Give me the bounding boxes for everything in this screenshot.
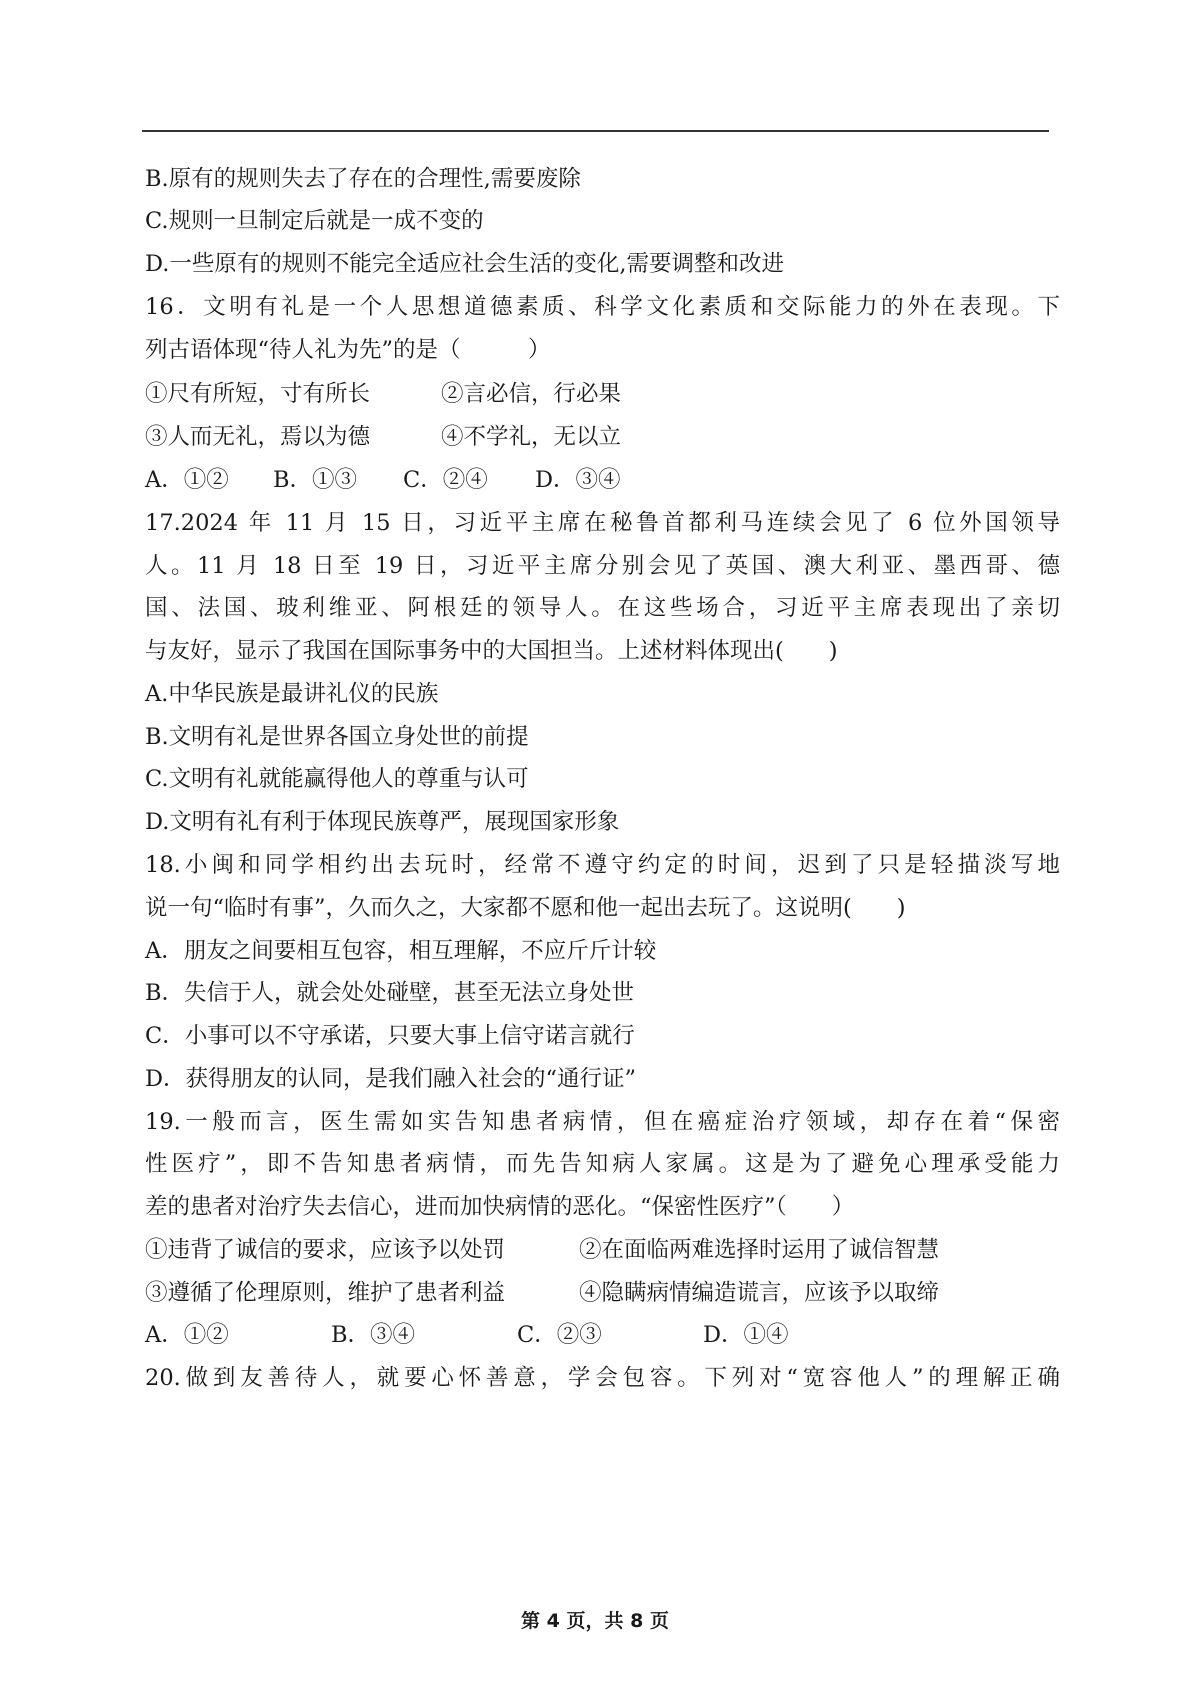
q17-stem-line-1: 17.2024 年 11 月 15 日，习近平主席在秘鲁首都利马连续会见了 6 位外国领导 — [145, 510, 1060, 536]
q16-item-1: ①尺有所短，寸有所长 — [145, 381, 371, 407]
q19-item-3: ③遵循了伦理原则，维护了患者利益 — [145, 1280, 506, 1306]
q17-stem-line-4: 与友好，显示了我国在国际事务中的大国担当。上述材料体现出( ) — [145, 638, 838, 664]
q16-item-4: ④不学礼，无以立 — [441, 424, 622, 450]
page-footer: 第 4 页，共 8 页 — [521, 1610, 669, 1632]
q16-choice-d: D．③④ — [535, 467, 621, 493]
q17-option-c: C.文明有礼就能赢得他人的尊重与认可 — [145, 766, 529, 792]
q17-option-b: B.文明有礼是世界各国立身处世的前提 — [145, 724, 529, 750]
header-rule — [142, 130, 1049, 132]
q19-choice-a: A．①② — [145, 1322, 229, 1348]
q16-choice-c: C．②④ — [403, 467, 488, 493]
q16-item-2: ②言必信，行必果 — [441, 381, 622, 407]
q19-choice-b: B．③④ — [331, 1322, 416, 1348]
q17-option-a: A.中华民族是最讲礼仪的民族 — [145, 681, 439, 707]
q18-option-a: A．朋友之间要相互包容，相互理解，不应斤斤计较 — [145, 938, 657, 964]
q16-choice-a: A．①② — [145, 467, 229, 493]
q18-option-d: D．获得朋友的认同，是我们融入社会的“通行证” — [145, 1066, 637, 1092]
q17-stem-line-2: 人。11 月 18 日至 19 日，习近平主席分别会见了英国、澳大利亚、墨西哥、德 — [145, 553, 1060, 579]
q15-option-c: C.规则一旦制定后就是一成不变的 — [145, 208, 484, 234]
q17-stem-line-3: 国、法国、玻利维亚、阿根廷的领导人。在这些场合，习近平主席表现出了亲切 — [145, 595, 1060, 621]
q15-option-d: D.一些原有的规则不能完全适应社会生活的变化,需要调整和改进 — [145, 251, 785, 277]
q19-stem-line-2: 性医疗”，即不告知患者病情，而先告知病人家属。这是为了避免心理承受能力 — [145, 1151, 1060, 1177]
q19-choice-c: C．②③ — [517, 1322, 602, 1348]
q19-stem-line-3: 差的患者对治疗失去信心，进而加快病情的恶化。“保密性医疗”（ ） — [145, 1194, 855, 1220]
q16-choice-b: B．①③ — [273, 467, 358, 493]
q18-option-b: B．失信于人，就会处处碰壁，甚至无法立身处世 — [145, 980, 635, 1006]
q17-option-d: D.文明有礼有利于体现民族尊严，展现国家形象 — [145, 809, 620, 835]
q18-option-c: C．小事可以不守承诺，只要大事上信守诺言就行 — [145, 1023, 635, 1049]
q19-stem-line-1: 19.一般而言，医生需如实告知患者病情，但在癌症治疗领域，却存在着“保密 — [145, 1109, 1060, 1135]
q16-stem-line-1: 16．文明有礼是一个人思想道德素质、科学文化素质和交际能力的外在表现。下 — [145, 294, 1060, 320]
q19-item-1: ①违背了诚信的要求，应该予以处罚 — [145, 1237, 506, 1263]
q16-stem-line-2: 列古语体现“待人礼为先”的是（ ） — [145, 337, 551, 363]
q18-stem-line-2: 说一句“临时有事”，久而久之，大家都不愿和他一起出去玩了。这说明( ) — [145, 895, 906, 921]
q20-stem-line-1: 20.做到友善待人，就要心怀善意，学会包容。下列对“宽容他人”的理解正确 — [145, 1365, 1060, 1391]
q19-item-4: ④隐瞒病情编造谎言，应该予以取缔 — [579, 1280, 940, 1306]
q15-option-b: B.原有的规则失去了存在的合理性,需要废除 — [145, 166, 581, 192]
q16-item-3: ③人而无礼，焉以为德 — [145, 424, 371, 450]
q19-choice-d: D．①④ — [703, 1322, 789, 1348]
q19-item-2: ②在面临两难选择时运用了诚信智慧 — [579, 1237, 940, 1263]
q18-stem-line-1: 18.小闽和同学相约出去玩时，经常不遵守约定的时间，迟到了只是轻描淡写地 — [145, 852, 1060, 878]
